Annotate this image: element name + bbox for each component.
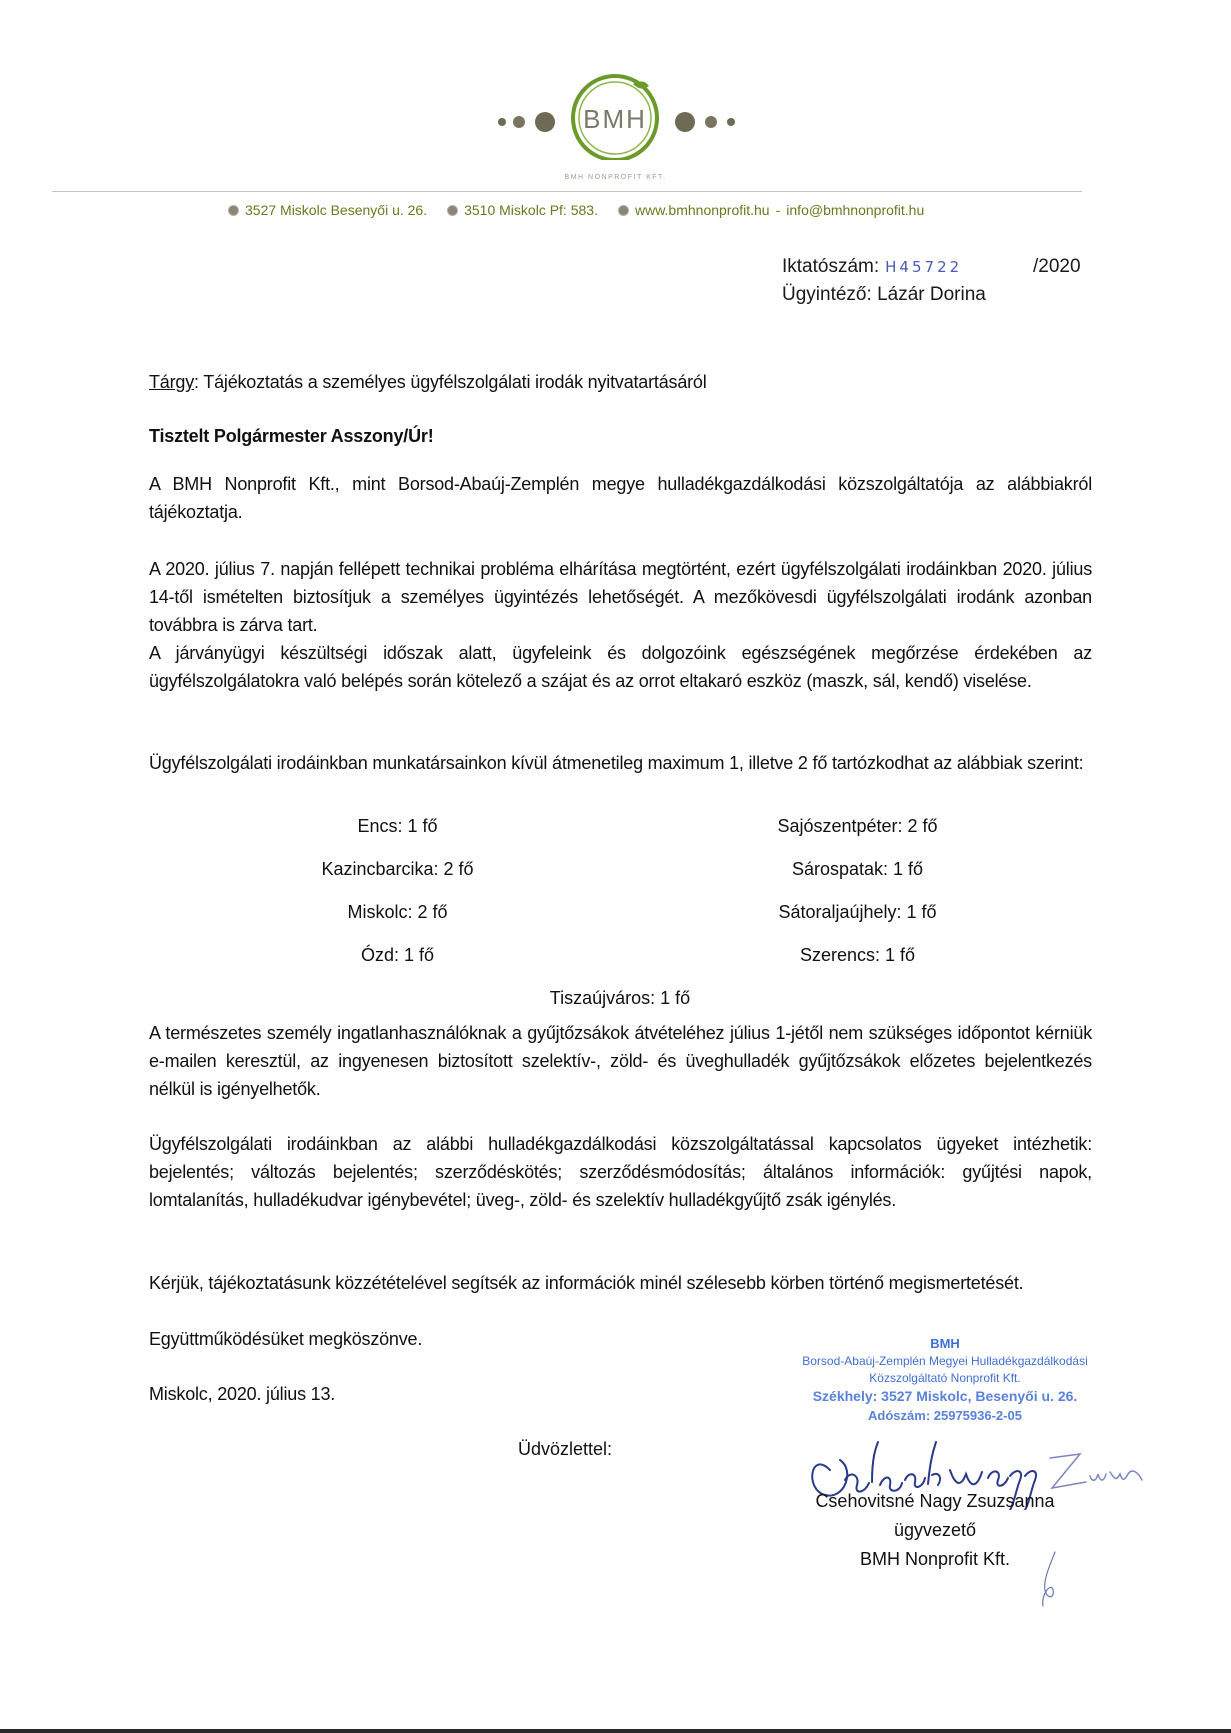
signatory-company: BMH Nonprofit Kft. xyxy=(859,1549,1011,1569)
header-divider xyxy=(52,191,1082,192)
office-satoraljaujhely: Sátoraljaújhely: 1 fő xyxy=(778,902,937,922)
case-officer-label: Ügyintéző: xyxy=(782,284,872,305)
stamp-line-4: Székhely: 3527 Miskolc, Besenyői u. 26. xyxy=(812,1388,1078,1404)
stamp-line-1: BMH xyxy=(930,1336,960,1351)
office-kazincbarcika: Kazincbarcika: 2 fő xyxy=(321,859,474,879)
signatory-title: ügyvezető xyxy=(893,1520,977,1540)
office-szerencs: Szerencs: 1 fő xyxy=(799,945,916,965)
paragraph-thanks: Együttműködésüket megköszönve. xyxy=(149,1329,423,1349)
subject-label: Tárgy xyxy=(149,372,195,392)
subject-text: : Tájékoztatás a személyes ügyfélszolgálati irodák nyitvatartásáról xyxy=(194,372,707,392)
office-miskolc: Miskolc: 2 fő xyxy=(347,902,448,922)
paragraph-request: Kérjük, tájékoztatásunk közzétételével segítsék az információk minél szélesebb körben történő megismertetését. xyxy=(149,1273,1024,1293)
place-date: Miskolc, 2020. július 13. xyxy=(149,1384,336,1404)
initials-mark-icon xyxy=(1035,1550,1065,1610)
logo-dots-right-icon xyxy=(675,112,735,132)
office-encs: Encs: 1 fő xyxy=(357,816,438,836)
stamp-line-5: Adószám: 25975936-2-05 xyxy=(868,1408,1022,1423)
logo-ring-icon xyxy=(573,76,657,160)
location-icon xyxy=(228,205,239,216)
paragraph-bags: A természetes személy ingatlanhasználóknak a gyűjtőzsákok átvételéhez július 1-jétől nem szükséges időpontot kérniük e-mailen keresztül, az ingyenesen biztosított szelektív-, zöld- és üveghulladék gyűjtőzsákok előzetes bejelentkezés nélkül is igényelhetők. xyxy=(149,1023,1092,1099)
paragraph-services: Ügyfélszolgálati irodáinkban az alábbi hulladékgazdálkodási közszolgáltatással kapcsolatos ügyeket intézhetik: bejelentés; változás bejelentés; szerződéskötés; szerződésmódosítás; általános információk: gyűjtési napok, lomtalanítás, hulladékudvar igénybevétel; üveg-, zöld- és szelektív hulladékgyűjtő zsák igénylés. xyxy=(149,1134,1092,1210)
scan-edge xyxy=(0,1729,1231,1733)
subject-line xyxy=(149,368,1092,396)
email-link[interactable]: info@bmhnonprofit.hu xyxy=(786,202,925,218)
reference-block xyxy=(782,253,1081,309)
address: 3527 Miskolc Besenyői u. 26. xyxy=(245,202,428,218)
case-officer-name: Lázár Dorina xyxy=(877,284,986,305)
closing: Üdvözlettel: xyxy=(518,1439,613,1459)
company-subtitle: BMH NONPROFIT KFT. xyxy=(564,174,667,181)
file-number-handwritten: H45722 xyxy=(885,258,963,276)
website-link[interactable]: www.bmhnonprofit.hu xyxy=(634,202,770,218)
contact-separator: - xyxy=(775,202,781,218)
file-number-year: /2020 xyxy=(1033,256,1081,277)
office-tiszaujvaros: Tiszaújváros: 1 fő xyxy=(549,988,691,1008)
web-icon xyxy=(618,205,629,216)
stamp-line-3: Közszolgáltató Nonprofit Kft. xyxy=(869,1371,1021,1385)
paragraph-mask-rule: A járványügyi készültségi időszak alatt, ügyfeleink és dolgozóink egészségének megőrzése érdekében az ügyfélszolgálatokra való belépés során kötelező a szájat és az orrot eltakaró eszköz (maszk, sál, kendő) viselése. xyxy=(149,643,1092,691)
signatory-name: Csehovitsné Nagy Zsuzsanna xyxy=(815,1491,1055,1511)
greeting: Tisztelt Polgármester Asszony/Úr! xyxy=(149,426,434,446)
company-logo xyxy=(0,70,1231,160)
office-sajoszentpeter: Sajószentpéter: 2 fő xyxy=(777,816,938,836)
stamp-line-2: Borsod-Abaúj-Zemplén Megyei Hulladékgazdálkodási xyxy=(802,1354,1088,1368)
office-ozd: Ózd: 1 fő xyxy=(360,945,435,965)
contact-line xyxy=(228,202,924,218)
paragraph-capacity: Ügyfélszolgálati irodáinkban munkatársainkon kívül átmenetileg maximum 1, illetve 2 fő tartózkodhat az alábbiak szerint: xyxy=(149,753,1084,773)
company-stamp xyxy=(760,1334,1130,1425)
office-sarospatak: Sárospatak: 1 fő xyxy=(791,859,924,879)
mailbox-icon xyxy=(447,205,458,216)
logo-dots-left-icon xyxy=(498,112,555,132)
svg-text:BMH: BMH xyxy=(583,104,647,134)
paragraph-intro: A BMH Nonprofit Kft., mint Borsod-Abaúj-Zemplén megye hulladékgazdálkodási közszolgáltatója az alábbiakról tájékoztatja. xyxy=(149,474,1092,522)
file-number-label: Iktatószám: xyxy=(782,256,880,277)
paragraph-reopening: A 2020. július 7. napján fellépett technikai probléma elhárítása megtörtént, ezért ügyfélszolgálati irodáinkban 2020. július 14-től ismételten biztosítjuk a személyes ügyintézés lehetőségét. A mezőkövesdi ügyfélszolgálati irodánk azonban továbbra is zárva tart. xyxy=(149,559,1092,635)
postbox: 3510 Miskolc Pf: 583. xyxy=(464,202,598,218)
